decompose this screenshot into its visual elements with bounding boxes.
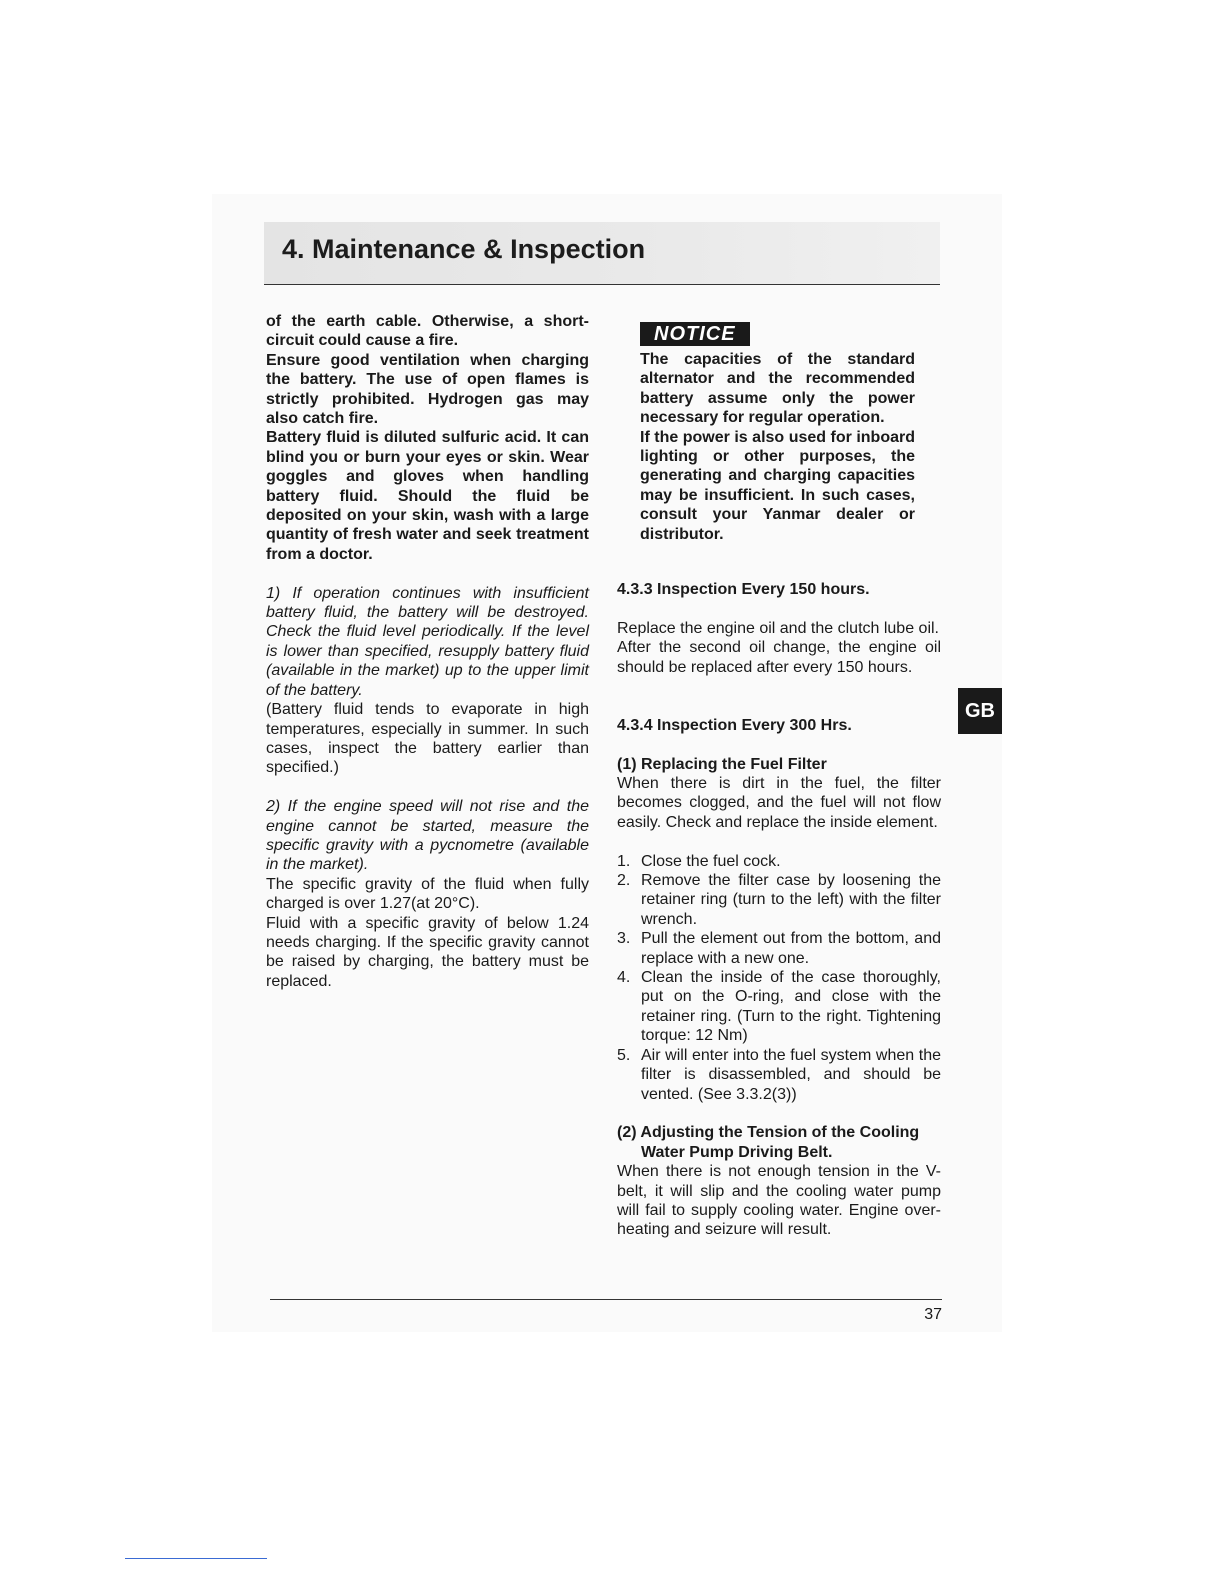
list-item xyxy=(617,1046,941,1104)
step-number: 2. xyxy=(617,872,631,890)
subsection-1-text: When there is dirt in the fuel, the filter becomes clogged, and the fuel will not flow easily. Check and replace the inside element. xyxy=(617,775,941,831)
fuel-filter-steps xyxy=(617,852,941,1104)
warning-paragraph-battery-fluid: Battery fluid is diluted sulfuric acid. It can blind you or burn your eyes or skin. Wear goggles and gloves when handling battery fluid. Should the fluid be deposited on your skin, wash with a large quantity of fresh water and seek treatment from a doctor. xyxy=(266,429,589,563)
page-number: 37 xyxy=(924,1306,942,1323)
list-item xyxy=(617,968,941,1046)
note-2-text-1: The specific gravity of the fluid when fully charged is over 1.27(at 20°C). xyxy=(266,875,589,913)
step-number: 5. xyxy=(617,1046,631,1064)
step-number: 4. xyxy=(617,969,631,987)
subsection-2-text: When there is not enough tension in the V-belt, it will slip and the cooling water pump will fail to supply cooling water. Engine over-heating and seizure will result. xyxy=(617,1163,941,1239)
section-4-3-3-text-1: Replace the engine oil and the clutch lube oil. xyxy=(617,619,939,637)
notice-badge: NOTICE xyxy=(640,322,750,346)
left-column xyxy=(266,312,589,991)
list-item xyxy=(617,929,941,968)
notice-text-1: The capacities of the standard alternator and the recommended battery assume only the power necessary for regular operation. xyxy=(640,351,915,427)
notice-box xyxy=(640,322,915,544)
step-text: Remove the filter case by loosening the retainer ring (turn to the left) with the filter wrench. xyxy=(641,872,941,928)
note-1-italic: 1) If operation continues with insufficient battery fluid, the battery will be destroyed. Check the fluid level periodically. If the level is lower than specified, resupply battery fluid (available in the market) up to the upper limit of the battery. xyxy=(266,584,589,699)
list-item xyxy=(617,852,941,871)
step-number: 3. xyxy=(617,930,631,948)
footer-divider xyxy=(270,1299,942,1300)
language-tab-gb: GB xyxy=(958,688,1002,734)
section-4-3-3-heading: 4.3.3 Inspection Every 150 hours. xyxy=(617,581,870,598)
note-2-text-2: Fluid with a specific gravity of below 1.24 needs charging. If the specific gravity cannot be raised by charging, the battery must be replaced. xyxy=(266,914,589,990)
chapter-title: 4. Maintenance & Inspection xyxy=(282,234,646,264)
warning-paragraph-earth-cable: of the earth cable. Otherwise, a short-circuit could cause a fire. xyxy=(266,313,589,350)
note-1-text: (Battery fluid tends to evaporate in high temperatures, especially in summer. In such cases, inspect the battery earlier than specified.) xyxy=(266,701,589,777)
subsection-2-heading: (2) Adjusting the Tension of the Cooling Water Pump Driving Belt. xyxy=(617,1124,920,1161)
list-item xyxy=(617,871,941,929)
step-text: Clean the inside of the case thoroughly, put on the O-ring, and close with the retainer ring. (Turn to the right. Tightening torque: 12 Nm) xyxy=(641,969,941,1045)
section-4-3-4-heading: 4.3.4 Inspection Every 300 Hrs. xyxy=(617,716,852,734)
bottom-divider xyxy=(125,1558,267,1559)
step-text: Close the fuel cock. xyxy=(641,852,781,870)
step-number: 1. xyxy=(617,852,631,870)
right-column xyxy=(617,580,941,1240)
note-2-italic: 2) If the engine speed will not rise and the engine cannot be started, measure the specific gravity with a pycnometre (available in the market). xyxy=(266,798,589,874)
step-text: Pull the element out from the bottom, and replace with a new one. xyxy=(641,930,941,967)
chapter-header xyxy=(264,222,940,285)
notice-text-2: If the power is also used for inboard lighting or other purposes, the generating and charging capacities may be insufficient. In such cases, consult your Yanmar dealer or distributor. xyxy=(640,428,915,543)
subsection-1-heading: (1) Replacing the Fuel Filter xyxy=(617,755,827,773)
step-text: Air will enter into the fuel system when the filter is disassembled, and should be vented. (See 3.3.2(3)) xyxy=(641,1046,941,1103)
warning-paragraph-ventilation: Ensure good ventilation when charging the battery. The use of open flames is strictly prohibited. Hydrogen gas may also catch fire. xyxy=(266,351,589,428)
section-4-3-3-text-2: After the second oil change, the engine oil should be replaced after every 150 hours. xyxy=(617,639,941,676)
